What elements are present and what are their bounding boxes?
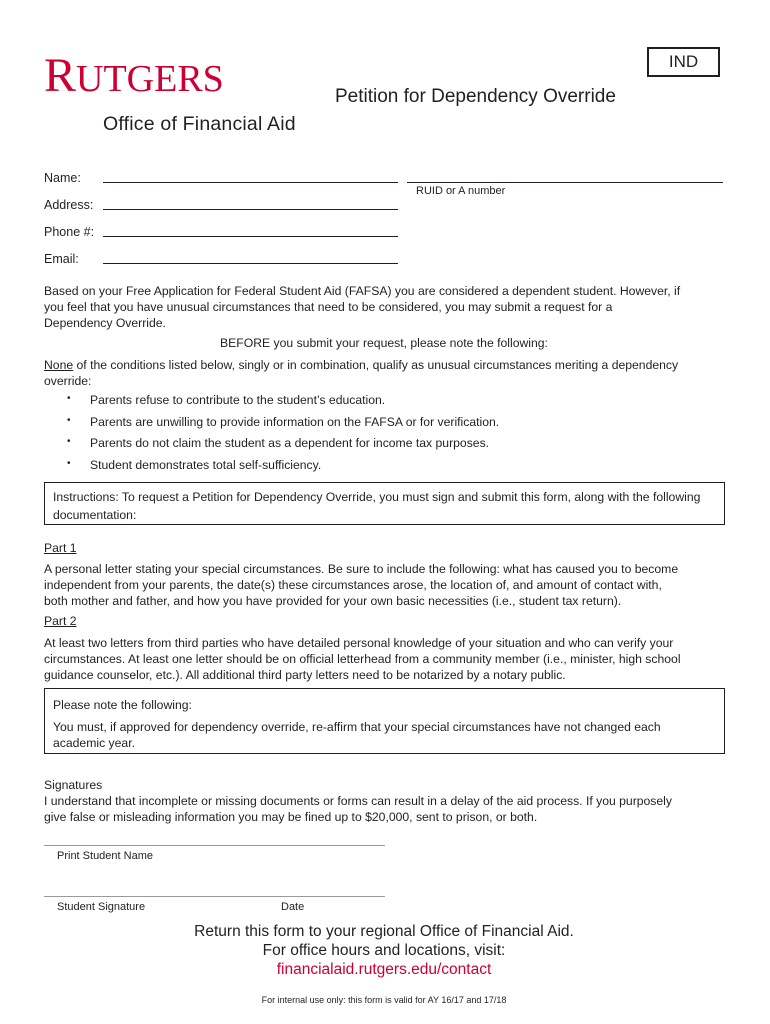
contact-link-wrap: [44, 960, 724, 979]
ruid-field[interactable]: [407, 182, 723, 183]
conditions-list: [62, 393, 499, 479]
name-field[interactable]: [103, 182, 398, 183]
list-item: • Parents do not claim the student as a dependent for income tax purposes.: [62, 436, 499, 458]
footer-note: For internal use only: this form is valid for AY 16/17 and 17/18: [261, 995, 507, 1005]
rutgers-logo: [44, 49, 224, 102]
before-note: BEFORE you submit your request, please note the following:: [220, 336, 548, 350]
note-box: [44, 688, 725, 754]
list-item: • Parents are unwilling to provide information on the FAFSA or for verification.: [62, 415, 499, 437]
part1-heading: Part 1: [44, 541, 77, 555]
none-word: None: [44, 358, 74, 372]
page-title: Petition for Dependency Override: [335, 86, 616, 107]
phone-field[interactable]: [103, 236, 398, 237]
phone-label: Phone #:: [44, 225, 95, 239]
signature-label: Student Signature: [57, 901, 146, 913]
print-name-label: Print Student Name: [57, 850, 153, 862]
ruid-label: RUID or A number: [416, 185, 506, 197]
note-heading: Please note the following:: [53, 698, 192, 712]
list-item: • Parents refuse to contribute to the student’s education.: [62, 393, 499, 415]
intro-paragraph: Based on your Free Application for Federal Student Aid (FAFSA) you are considered a dependent student. However, if you feel that you have unusual circumstances that need to be considered, you may submit a request for a Dependency Override.: [44, 284, 681, 330]
email-label: Email:: [44, 252, 79, 266]
contact-link[interactable]: financialaid.rutgers.edu/contact: [276, 961, 492, 978]
date-label: Date: [281, 901, 305, 913]
form-code-badge: IND: [647, 47, 720, 77]
instructions-box: Instructions: To request a Petition for Dependency Override, you must sign and submit this form, along with the following documentation:: [44, 482, 725, 525]
logo-name-rest: UTGERS: [76, 58, 224, 100]
part2-heading: Part 2: [44, 614, 77, 628]
return-line-2: For office hours and locations, visit:: [262, 942, 506, 959]
list-item: • Student demonstrates total self-sufficiency.: [62, 458, 499, 480]
logo-initial: R: [44, 49, 77, 102]
name-label: Name:: [44, 171, 81, 185]
address-label: Address:: [44, 198, 94, 212]
logo-subtitle: Office of Financial Aid: [103, 113, 296, 135]
note-text: You must, if approved for dependency override, re-affirm that your special circumstances have not changed each academic year.: [53, 720, 661, 750]
print-name-line[interactable]: [44, 845, 385, 846]
part1-text: A personal letter stating your special circumstances. Be sure to include the following: what has caused you to become independent from your parents, the date(s) these circumstances arose, the location of, and amount of contact with, both mother and father, and how you have provided for your own basic necessities (i.e., student tax return).: [44, 562, 679, 608]
return-line-1: Return this form to your regional Office of Financial Aid.: [194, 923, 574, 940]
signatures-text: I understand that incomplete or missing documents or forms can result in a delay of the aid process. If you purposely give false or misleading information you may be fined up to $20,000, sent to prison, or both.: [44, 794, 672, 824]
signatures-heading: Signatures: [44, 778, 103, 792]
none-conditions-text: [44, 357, 684, 389]
signature-line[interactable]: [44, 896, 385, 897]
part2-text: At least two letters from third parties who have detailed personal knowledge of your situation and who can verify your circumstances. At least one letter should be on official letterhead from a community member (i.e., minister, high school guidance counselor, etc.). All additional third party letters need to be notarized by a notary public.: [44, 636, 681, 682]
email-field[interactable]: [103, 263, 398, 264]
none-rest: of the conditions listed below, singly or in combination, qualify as unusual circumstances meriting a dependency override:: [44, 358, 679, 388]
address-field[interactable]: [103, 209, 398, 210]
